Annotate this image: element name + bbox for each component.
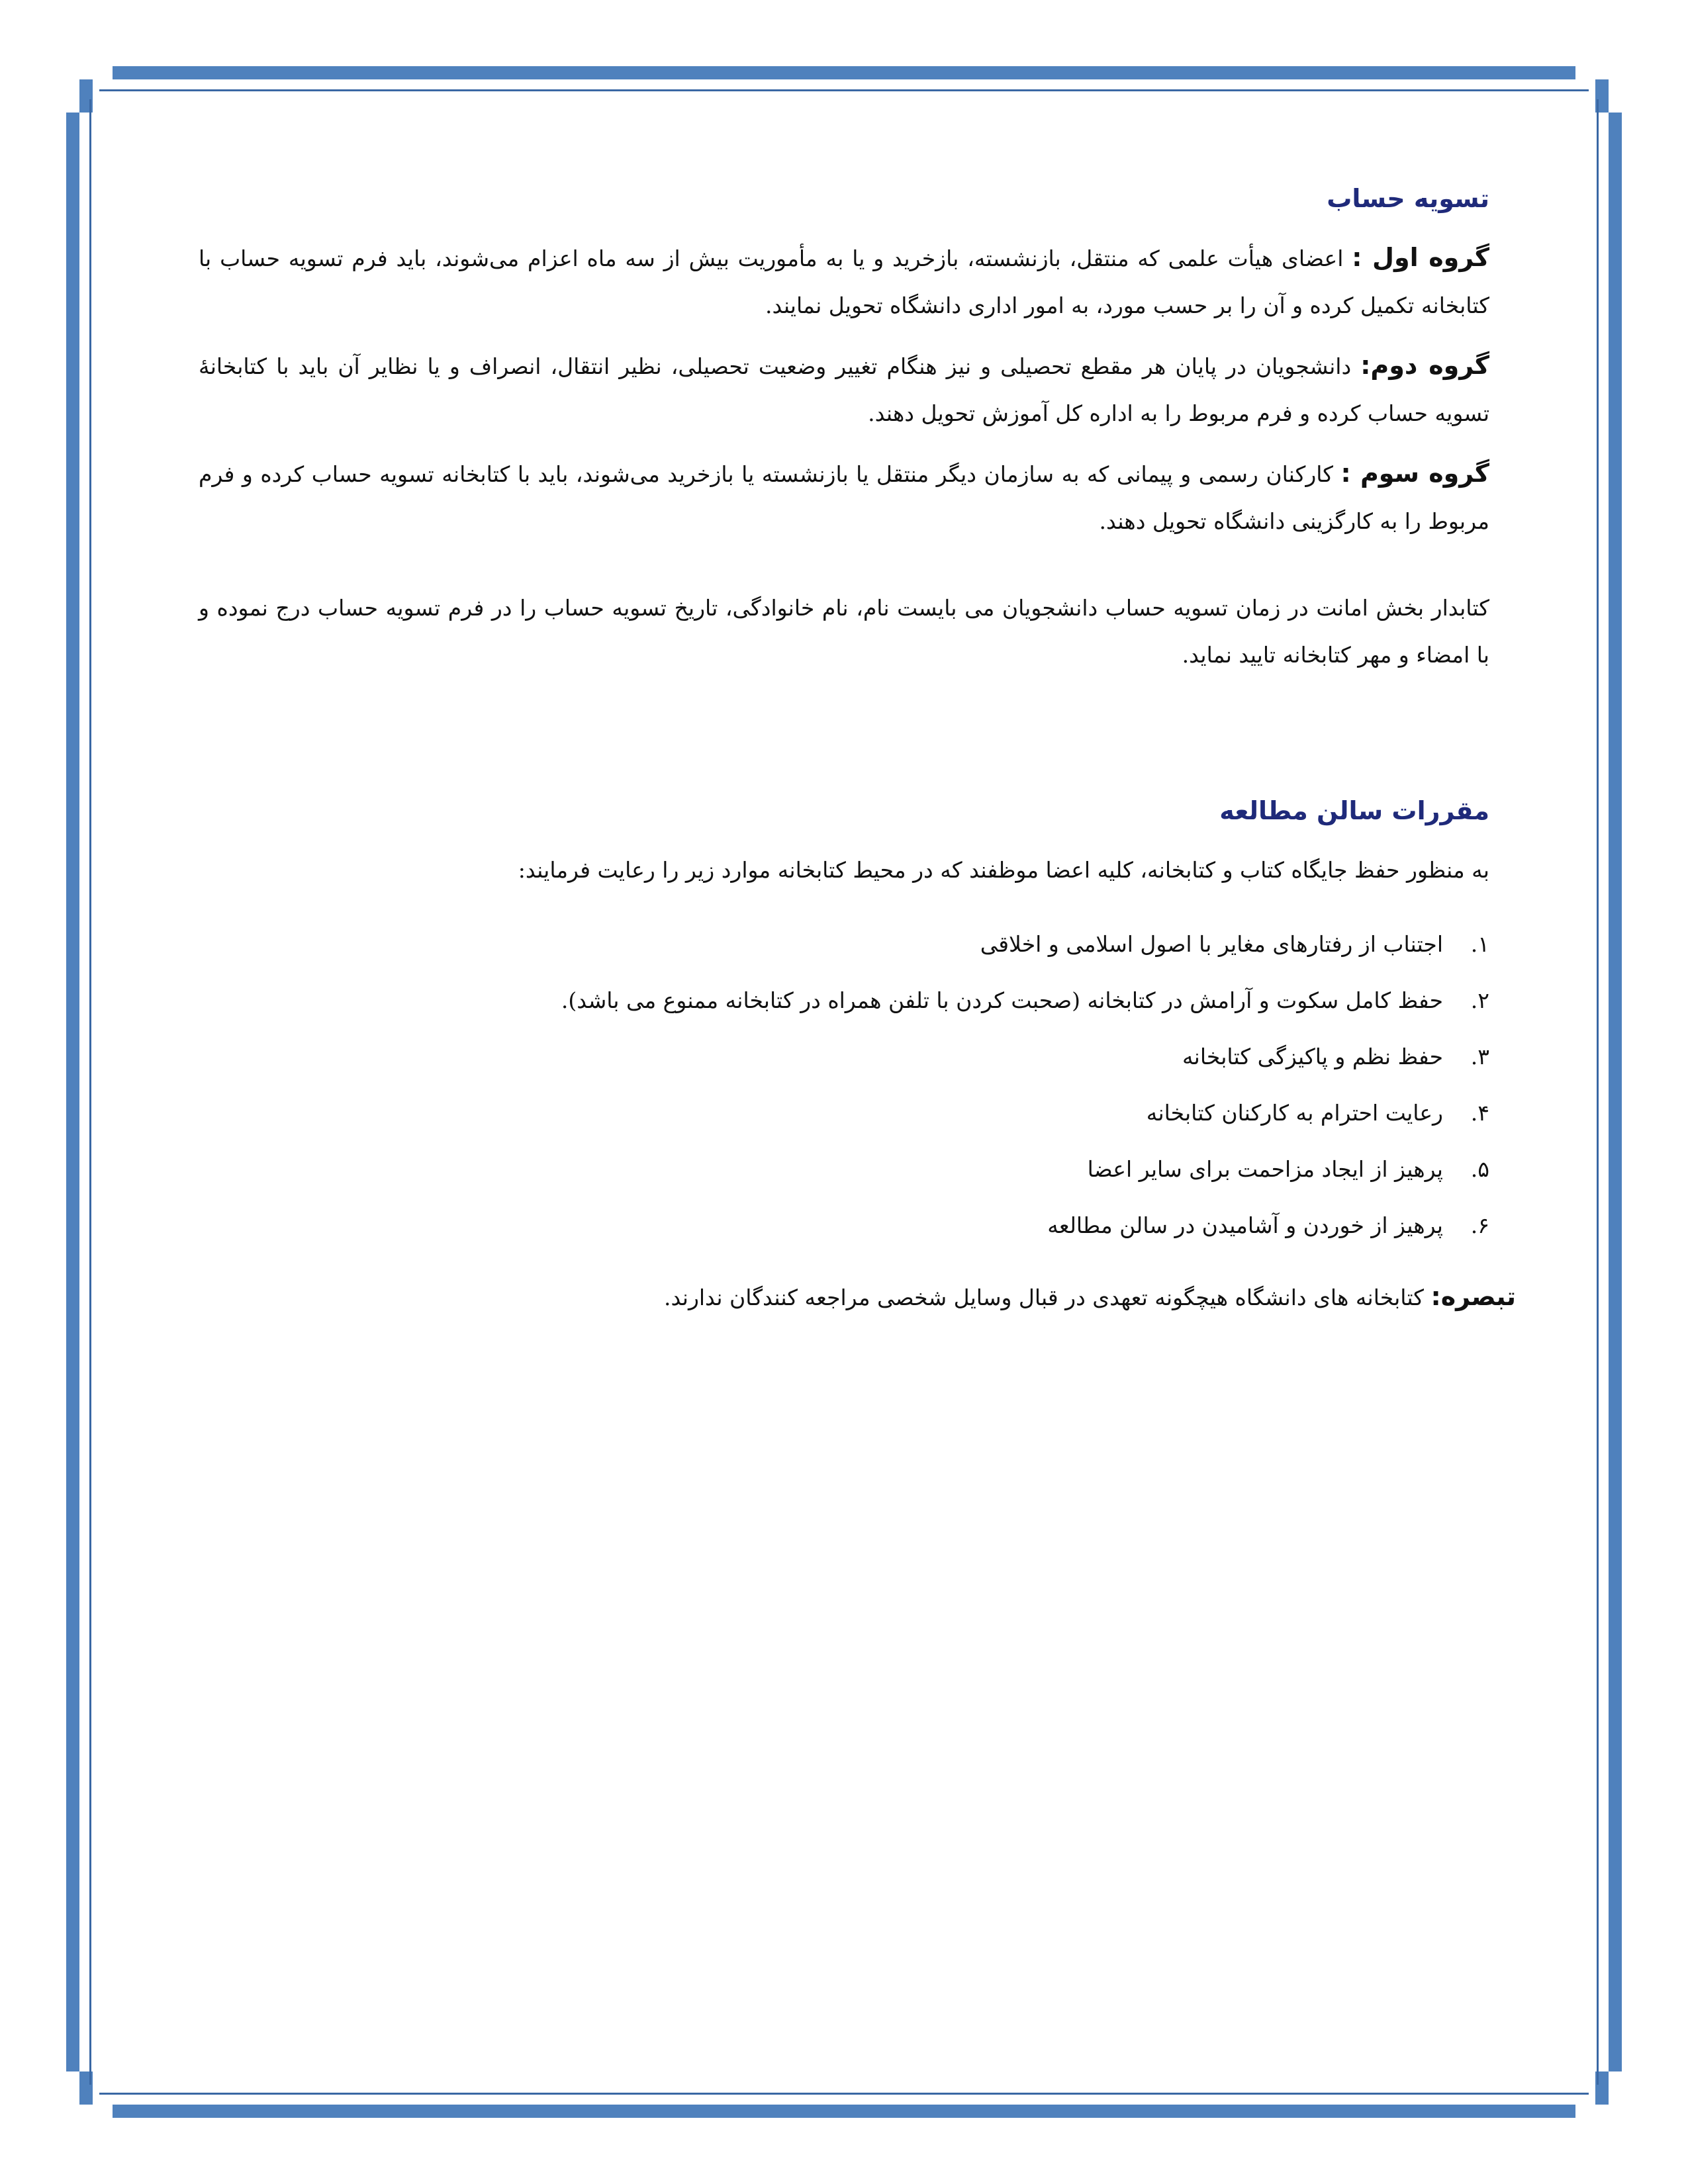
list-item-text: رعایت احترام به کارکنان کتابخانه xyxy=(1146,1100,1443,1126)
rules-list xyxy=(199,916,1489,1253)
list-item-text: حفظ نظم و پاکیزگی کتابخانه xyxy=(1182,1044,1443,1069)
list-item-number: ۵. xyxy=(1470,1156,1489,1182)
group-three-text: کارکنان رسمی و پیمانی که به سازمان دیگر منتقل یا بازنشسته یا بازخرید می‌شوند، باید با کتابخانه تسویه حساب کرده و فرم مربوط را به کارگزینی دانشگاه تحویل دهند. xyxy=(199,461,1489,534)
footnote-paragraph xyxy=(199,1273,1516,1321)
group-one-text: اعضای هیأت علمی که منتقل، بازنشسته، بازخرید و یا به مأموریت بیش از سه ماه اعزام می‌شوند، باید فرم تسویه حساب با کتابخانه تکمیل کرده و آن را بر حسب مورد، به امور اداری دانشگاه تحویل نمایند. xyxy=(199,246,1489,318)
list-item-text: حفظ کامل سکوت و آرامش در کتابخانه (صحبت کردن با تلفن همراه در کتابخانه ممنوع می باشد). xyxy=(561,987,1443,1013)
group-three-paragraph xyxy=(199,450,1489,545)
list-item xyxy=(199,1197,1489,1253)
list-item-number: ۴. xyxy=(1470,1100,1489,1126)
border-right-line xyxy=(1597,99,1599,2085)
border-top-bar xyxy=(113,66,1575,79)
border-left-bar xyxy=(66,113,79,2071)
list-item-number: ۲. xyxy=(1470,987,1489,1013)
list-item-number: ۶. xyxy=(1470,1212,1489,1238)
list-item-text: پرهیز از ایجاد مزاحمت برای سایر اعضا xyxy=(1087,1156,1443,1182)
group-two-paragraph xyxy=(199,342,1489,437)
section-title-reading-hall-rules: مقررات سالن مطالعه xyxy=(1219,796,1489,825)
footnote-label: تبصره: xyxy=(1430,1282,1516,1311)
list-item xyxy=(199,916,1489,972)
list-item xyxy=(199,1028,1489,1085)
list-item xyxy=(199,972,1489,1028)
border-bottom-bar xyxy=(113,2105,1575,2118)
border-top-line xyxy=(99,89,1589,91)
list-item-number: ۳. xyxy=(1470,1044,1489,1069)
section-title-settlement: تسویه حساب xyxy=(1327,184,1489,213)
list-item-text: اجتناب از رفتارهای مغایر با اصول اسلامی و اخلاقی xyxy=(980,931,1443,957)
group-three-label: گروه سوم : xyxy=(1340,459,1489,488)
footnote-text: کتابخانه های دانشگاه هیچگونه تعهدی در قبال وسایل شخصی مراجعه کنندگان ندارند. xyxy=(663,1285,1431,1310)
group-one-paragraph xyxy=(199,234,1489,329)
group-two-label: گروه دوم: xyxy=(1360,351,1489,380)
border-left-line xyxy=(89,99,91,2085)
document-body xyxy=(199,172,1516,1343)
list-item-number: ۱. xyxy=(1470,931,1489,957)
list-item-text: پرهیز از خوردن و آشامیدن در سالن مطالعه xyxy=(1047,1212,1443,1238)
border-right-bar xyxy=(1609,113,1622,2071)
list-item xyxy=(199,1141,1489,1197)
border-bottom-line xyxy=(99,2093,1589,2095)
group-one-label: گروه اول : xyxy=(1352,243,1489,272)
librarian-note: کتابدار بخش امانت در زمان تسویه حساب دانشجویان می بایست نام، نام خانوادگی، تاریخ تسویه حساب را در فرم تسویه حساب درج نموده و با امضاء و مهر کتابخانه تایید نماید. xyxy=(199,595,1489,668)
list-item xyxy=(199,1085,1489,1141)
rules-intro: به منظور حفظ جایگاه کتاب و کتابخانه، کلیه اعضا موظفند که در محیط کتابخانه موارد زیر را رعایت فرمایند: xyxy=(518,857,1489,883)
group-two-text: دانشجویان در پایان هر مقطع تحصیلی و نیز هنگام تغییر وضعیت تحصیلی، نظیر انتقال، انصراف و یا نظایر آن باید با کتابخانۀ تسویه حساب کرده و فرم مربوط را به اداره کل آموزش تحویل دهند. xyxy=(199,353,1489,426)
